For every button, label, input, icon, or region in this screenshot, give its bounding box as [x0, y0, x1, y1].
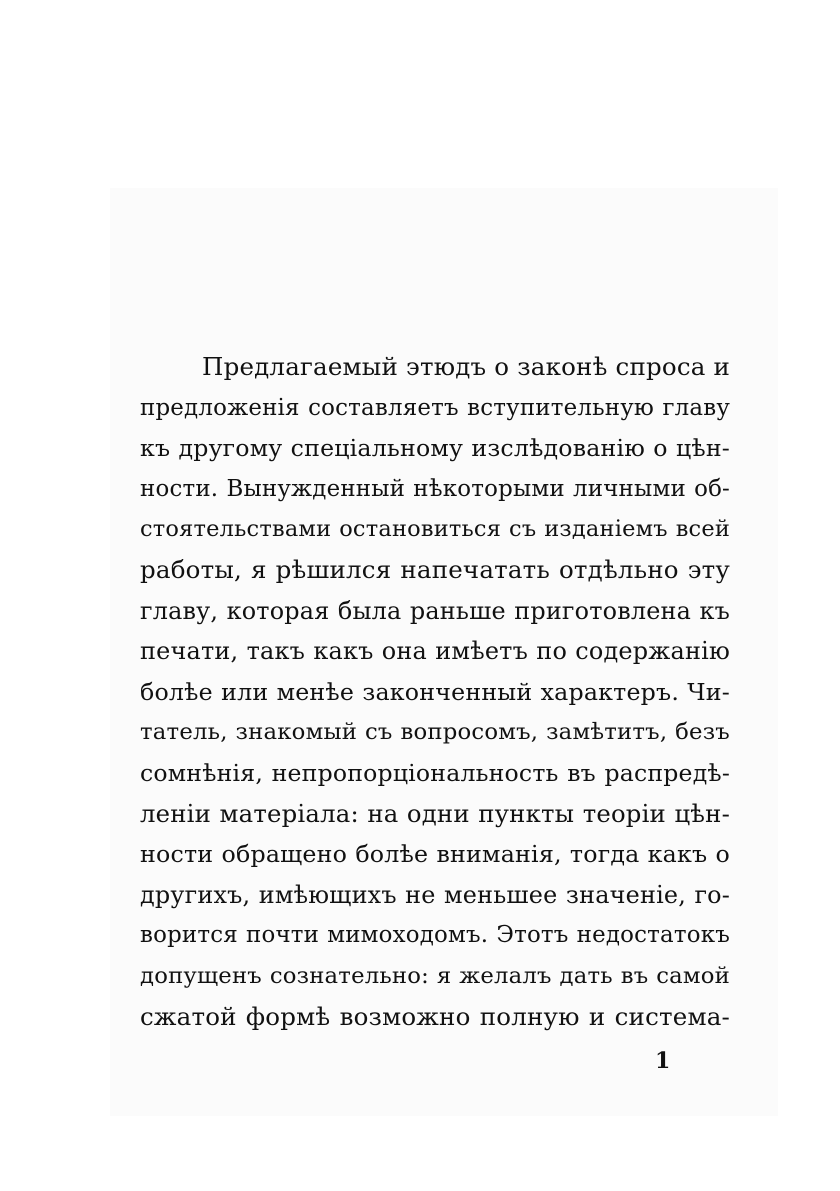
- text-line-13: ности обращено болѣе вниманія, тогда какъ о: [140, 840, 730, 869]
- body-paragraph: [140, 347, 730, 1037]
- text-line-9: болѣе или менѣе законченный характеръ. Чи-: [140, 677, 730, 706]
- text-line-16: допущенъ сознательно: я желалъ дать въ самой: [140, 962, 730, 989]
- text-line-3: къ другому спеціальному изслѣдованію о цѣн-: [140, 434, 730, 463]
- text-line-11: сомнѣнія, непропорціональность въ распредѣ-: [140, 758, 730, 787]
- text-line-7: главу, которая была раньше приготовлена къ: [140, 596, 730, 625]
- text-line-2: предложенія составляетъ вступительную главу: [140, 394, 730, 421]
- text-line-15: ворится почти мимоходомъ. Этотъ недостатокъ: [140, 922, 730, 949]
- text-line-17: сжатой формѣ возможно полную и система-: [140, 1001, 730, 1031]
- text-line-6: работы, я рѣшился напечатать отдѣльно эту: [140, 554, 730, 584]
- text-line-14: другихъ, имѣющихъ не меньшее значеніе, го-: [140, 880, 730, 909]
- text-line-4: ности. Вынужденный нѣкоторыми личными об-: [140, 475, 730, 502]
- text-line-10: татель, знакомый съ вопросомъ, замѣтитъ, безъ: [140, 719, 730, 746]
- text-line-5: стоятельствами остановиться съ изданіемъ всей: [140, 516, 730, 543]
- text-line-1: Предлагаемый этюдъ о законѣ спроса и: [202, 352, 731, 381]
- text-line-8: печати, такъ какъ она имѣетъ по содержанію: [140, 637, 730, 666]
- page-number: 1: [655, 1048, 671, 1074]
- text-line-12: леніи матеріала: на одни пункты теоріи цѣн-: [140, 798, 730, 828]
